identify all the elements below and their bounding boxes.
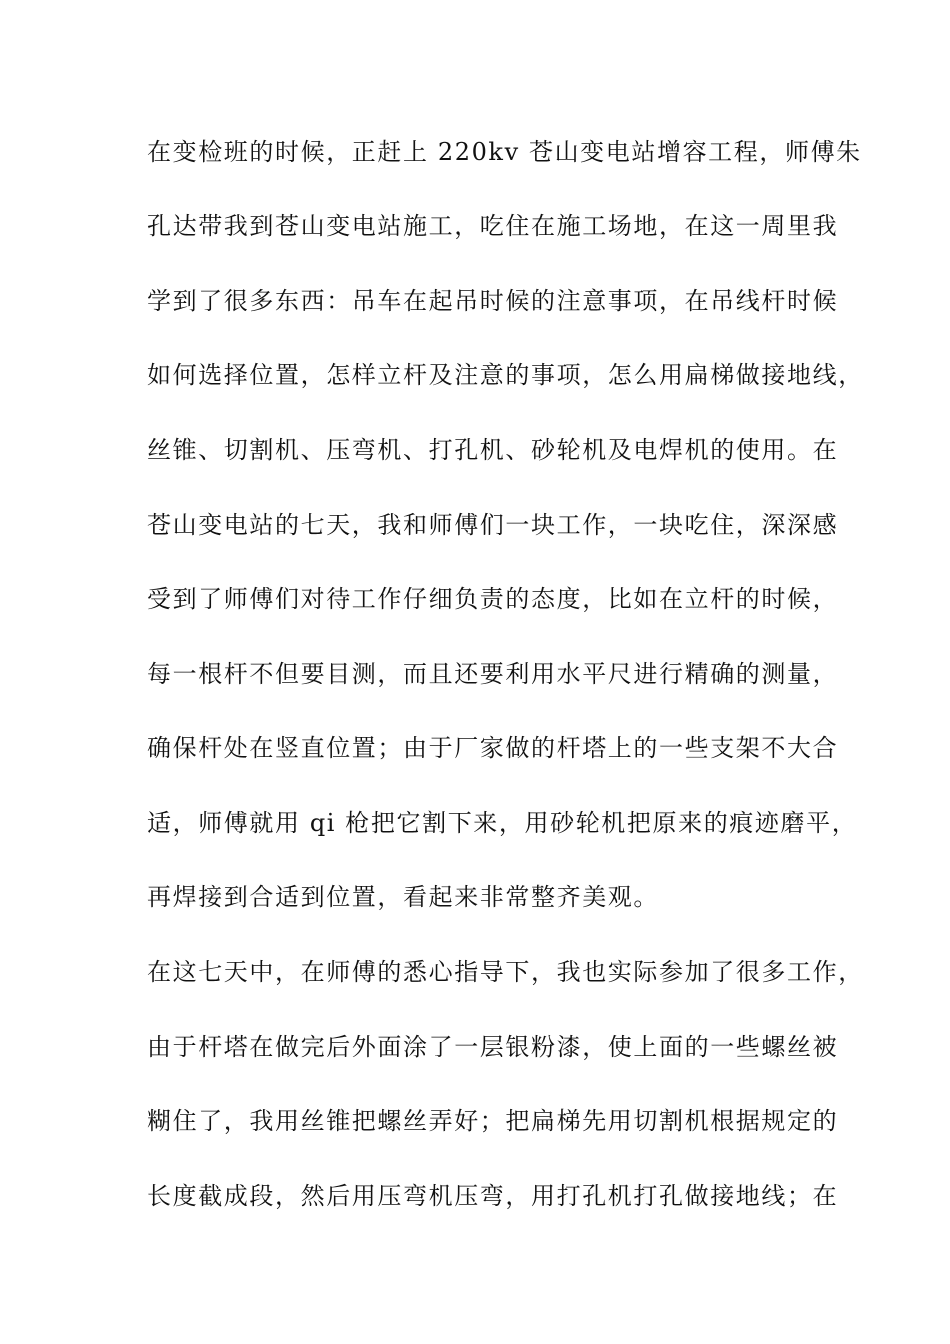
text-line-13: 由于杆塔在做完后外面涂了一层银粉漆，使上面的一些螺丝被 xyxy=(147,1033,839,1061)
text-line-12: 在这七天中，在师傅的悉心指导下，我也实际参加了很多工作， xyxy=(147,958,864,986)
text-line-11: 再焊接到合适到位置，看起来非常整齐美观。 xyxy=(147,883,659,911)
text-line-8: 每一根杆不但要目测，而且还要利用水平尺进行精确的测量， xyxy=(147,660,839,688)
text-line-14: 糊住了，我用丝锥把螺丝弄好；把扁梯先用切割机根据规定的 xyxy=(147,1107,839,1135)
text-line-6: 苍山变电站的七天，我和师傅们一块工作，一块吃住，深深感 xyxy=(147,511,839,539)
text-line-3: 学到了很多东西：吊车在起吊时候的注意事项，在吊线杆时候 xyxy=(147,287,839,315)
text-line-1: 在变检班的时候，正赶上 220kv 苍山变电站增容工程，师傅朱 xyxy=(147,138,862,166)
text-line-7: 受到了师傅们对待工作仔细负责的态度，比如在立杆的时候， xyxy=(147,585,839,613)
text-line-4: 如何选择位置，怎样立杆及注意的事项，怎么用扁梯做接地线， xyxy=(147,361,864,389)
text-line-15: 长度截成段，然后用压弯机压弯，用打孔机打孔做接地线；在 xyxy=(147,1182,839,1210)
text-line-9: 确保杆处在竖直位置；由于厂家做的杆塔上的一些支架不大合 xyxy=(147,734,839,762)
text-line-10: 适，师傅就用 qi 枪把它割下来，用砂轮机把原来的痕迹磨平， xyxy=(147,809,858,837)
text-line-5: 丝锥、切割机、压弯机、打孔机、砂轮机及电焊机的使用。在 xyxy=(147,436,839,464)
text-line-2: 孔达带我到苍山变电站施工，吃住在施工场地，在这一周里我 xyxy=(147,212,839,240)
